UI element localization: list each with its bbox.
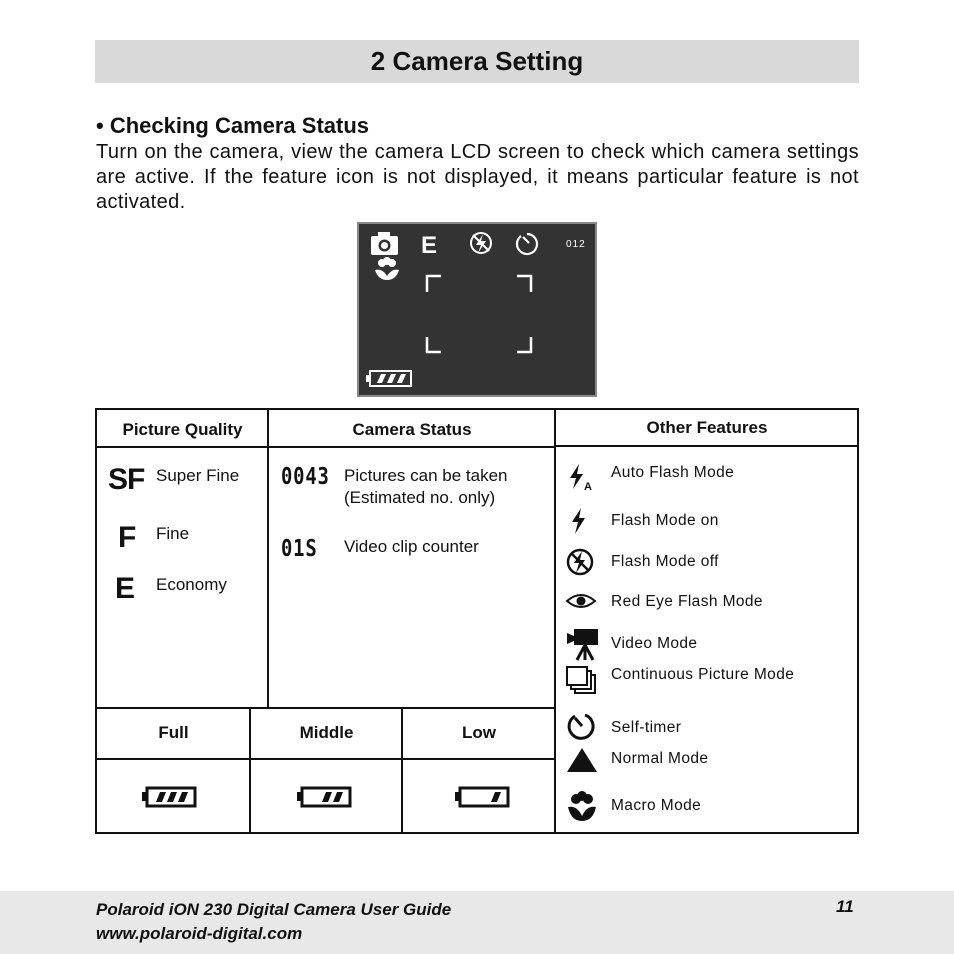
section-heading: • Checking Camera Status	[96, 113, 370, 138]
footer-guide-title: Polaroid iON 230 Digital Camera User Guide	[96, 900, 452, 919]
status-symbol-video-counter: 01S	[281, 536, 318, 562]
status-symbol-picture-count: 0043	[281, 464, 330, 490]
mountain-icon	[565, 744, 599, 774]
feature-label-flash-on: Flash Mode on	[611, 512, 719, 529]
feature-label-continuous: Continuous Picture Mode	[611, 666, 795, 683]
battery-header-middle: Middle	[299, 723, 354, 742]
status-label-video-counter: Video clip counter	[344, 537, 479, 556]
page-title: 2 Camera Setting	[370, 46, 584, 76]
footer-website: www.polaroid-digital.com	[96, 924, 303, 943]
title-bar	[95, 40, 859, 83]
quality-symbol-e: E	[115, 572, 136, 605]
quality-label-super-fine: Super Fine	[156, 466, 240, 485]
header-camera-status: Camera Status	[352, 420, 472, 439]
feature-label-normal: Normal Mode	[611, 750, 709, 767]
battery-middle-icon	[297, 786, 353, 808]
feature-label-red-eye: Red Eye Flash Mode	[611, 593, 763, 610]
camera-icon	[371, 232, 398, 255]
lcd-counter: 012	[566, 239, 586, 250]
self-timer-icon	[517, 234, 537, 254]
flash-off-icon	[565, 547, 595, 577]
page-number: 11	[836, 897, 854, 916]
battery-full-icon	[142, 786, 198, 808]
status-label-pictures-line1: Pictures can be taken	[344, 466, 508, 485]
battery-full-icon	[366, 371, 411, 386]
lcd-quality-letter: E	[421, 232, 438, 259]
feature-label-self-timer: Self-timer	[611, 719, 682, 736]
quality-symbol-f: F	[118, 521, 137, 554]
flash-on-icon	[565, 506, 595, 536]
feature-label-video: Video Mode	[611, 635, 698, 652]
self-timer-icon	[565, 710, 597, 742]
feature-label-macro: Macro Mode	[611, 797, 702, 814]
svg-text:A: A	[584, 481, 592, 492]
quality-symbol-sf: SF	[108, 463, 145, 496]
red-eye-icon	[565, 590, 597, 612]
status-label-pictures-line2: (Estimated no. only)	[344, 488, 496, 507]
battery-header-low: Low	[462, 723, 496, 742]
auto-flash-icon	[565, 462, 599, 492]
intro-paragraph	[96, 140, 859, 215]
battery-header-full: Full	[158, 723, 189, 742]
video-camera-icon	[565, 627, 601, 661]
status-table	[95, 408, 859, 834]
flash-off-icon	[471, 233, 491, 253]
focus-brackets	[427, 276, 531, 352]
feature-label-flash-off: Flash Mode off	[611, 553, 719, 570]
quality-label-economy: Economy	[156, 575, 227, 594]
macro-icon	[375, 257, 399, 280]
feature-label-auto-flash: Auto Flash Mode	[611, 464, 735, 481]
intro-text: Turn on the camera, view the camera LCD screen to check which camera settings are active. If the feature icon is not displayed, it means particular feature is not activated.	[96, 141, 859, 213]
lcd-screen	[357, 222, 597, 397]
header-other-features: Other Features	[646, 418, 768, 437]
continuous-icon	[565, 665, 599, 697]
page-footer	[0, 891, 954, 954]
battery-low-icon	[455, 786, 511, 808]
header-picture-quality: Picture Quality	[122, 420, 243, 439]
flower-icon	[565, 791, 599, 823]
quality-label-fine: Fine	[156, 524, 190, 543]
